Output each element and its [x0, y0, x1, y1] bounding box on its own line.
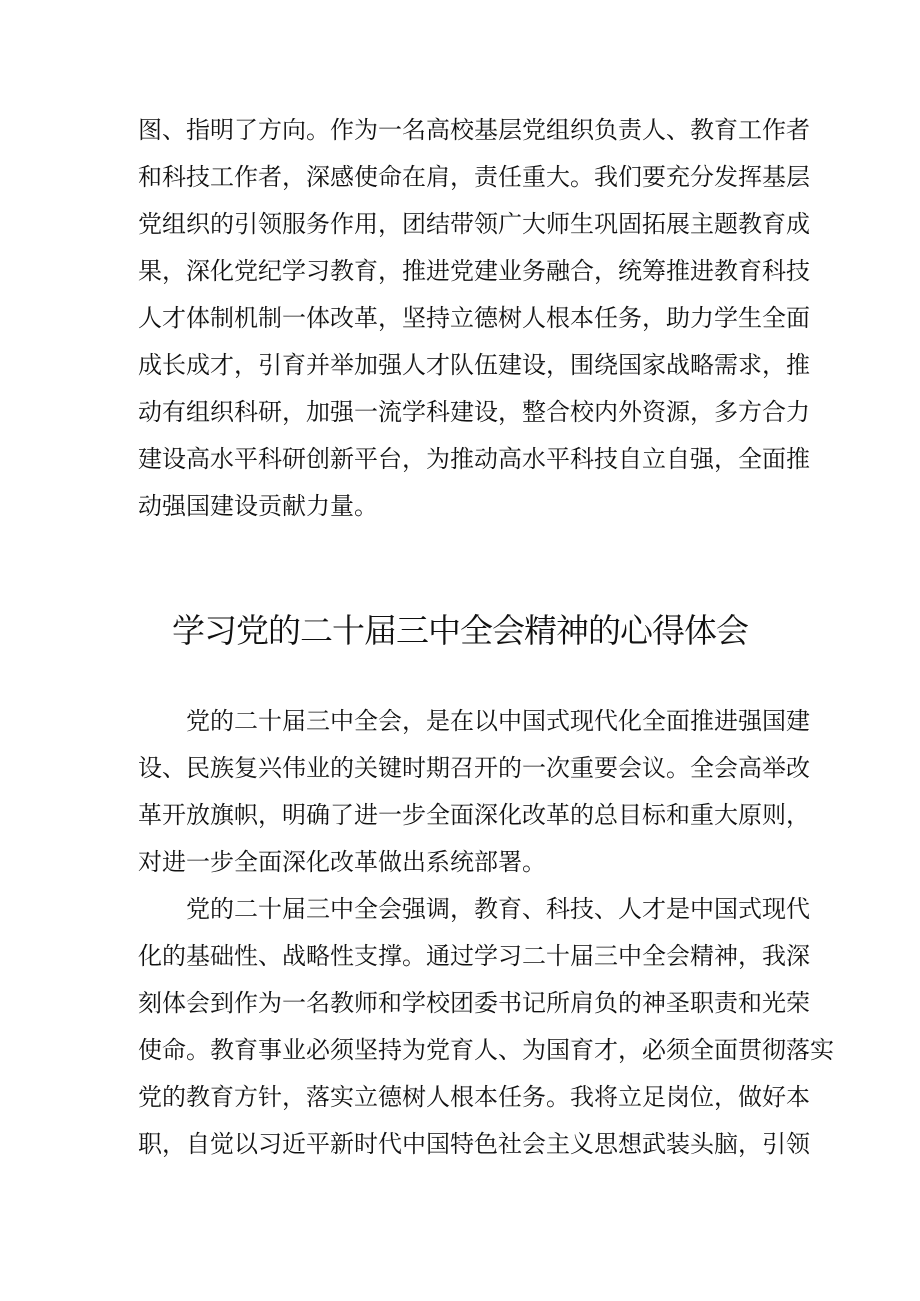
section-title: 学习党的二十届三中全会精神的心得体会: [172, 611, 748, 650]
paragraph-line: 和科技工作者，深感使命在肩，责任重大。我们要充分发挥基层: [138, 163, 810, 191]
paragraph-line: 革开放旗帜，明确了进一步全面深化改革的总目标和重大原则，: [138, 801, 810, 829]
paragraph-line: 设、民族复兴伟业的关键时期召开的一次重要会议。全会高举改: [138, 754, 810, 782]
paragraph-line: 人才体制机制一体改革，坚持立德树人根本任务，助力学生全面: [138, 304, 810, 332]
paragraph-line: 党组织的引领服务作用，团结带领广大师生巩固拓展主题教育成: [138, 210, 810, 238]
paragraph-line: 党的教育方针，落实立德树人根本任务。我将立足岗位，做好本: [138, 1083, 810, 1111]
paragraph-line: 党的二十届三中全会强调，教育、科技、人才是中国式现代: [186, 895, 810, 923]
paragraph-line: 图、指明了方向。作为一名高校基层党组织负责人、教育工作者: [138, 116, 810, 144]
paragraph-line: 党的二十届三中全会，是在以中国式现代化全面推进强国建: [186, 707, 810, 735]
paragraph-line: 刻体会到作为一名教师和学校团委书记所肩负的神圣职责和光荣: [138, 989, 810, 1017]
paragraph-line: 对进一步全面深化改革做出系统部署。: [138, 848, 546, 876]
paragraph-line: 果，深化党纪学习教育，推进党建业务融合，统筹推进教育科技: [138, 257, 810, 285]
paragraph-line: 成长成才，引育并举加强人才队伍建设，围绕国家战略需求，推: [138, 351, 810, 379]
paragraph-line: 职，自觉以习近平新时代中国特色社会主义思想武装头脑，引领: [138, 1130, 810, 1158]
paragraph-line: 使命。教育事业必须坚持为党育人、为国育才，必须全面贯彻落实: [138, 1036, 834, 1064]
paragraph-line: 动有组织科研，加强一流学科建设，整合校内外资源，多方合力: [138, 398, 810, 426]
paragraph-line: 动强国建设贡献力量。: [138, 492, 378, 520]
paragraph-line: 建设高水平科研创新平台，为推动高水平科技自立自强，全面推: [138, 445, 810, 473]
paragraph-line: 化的基础性、战略性支撑。通过学习二十届三中全会精神，我深: [138, 942, 810, 970]
